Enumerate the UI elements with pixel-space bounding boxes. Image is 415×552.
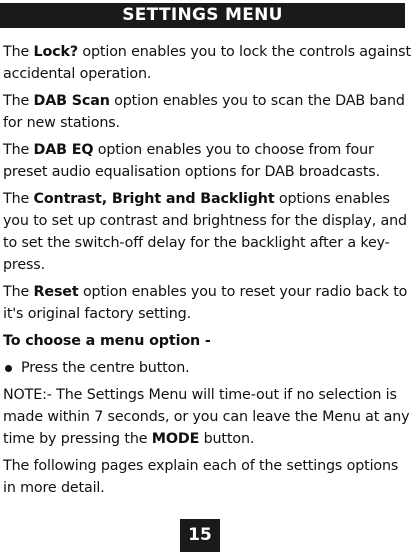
lock-paragraph (3, 41, 411, 85)
note-text-pre: NOTE:- The Settings Menu will time-out if no selection is made within 7 seconds, or you can leave the Menu at any time by pressing the (3, 387, 410, 447)
page-number: 15 (180, 519, 220, 552)
bullet-icon (5, 365, 12, 372)
contrast-option-name: Contrast, Bright and Backlight (33, 191, 275, 207)
lock-text-pre: The (3, 44, 34, 60)
dab-eq-text-pre: The (3, 142, 34, 158)
bullet-text: Press the centre button. (21, 360, 190, 376)
lock-option-name: Lock? (33, 44, 79, 60)
reset-paragraph (3, 281, 411, 325)
reset-option-name: Reset (33, 284, 79, 300)
dab-scan-text-post: option enables you to scan the DAB band for new stations. (3, 93, 405, 131)
dab-scan-text-pre: The (3, 93, 34, 109)
choose-heading (3, 330, 411, 352)
dab-eq-option-name: DAB EQ (33, 142, 94, 158)
contrast-paragraph (3, 188, 411, 276)
note-text-post: button. (199, 431, 255, 447)
note-paragraph (3, 384, 411, 450)
closing-paragraph: The following pages explain each of the settings options in more detail. (3, 458, 399, 496)
dab-eq-paragraph (3, 139, 411, 183)
mode-button-name: MODE (151, 431, 200, 447)
bullet-item (3, 357, 411, 379)
contrast-text-post: options enables you to set up contrast and brightness for the display, and to set the switch-off delay for the backlight after a key-press. (3, 191, 407, 273)
reset-text-pre: The (3, 284, 34, 300)
dab-scan-paragraph (3, 90, 411, 134)
contrast-text-pre: The (3, 191, 34, 207)
manual-content (3, 41, 411, 504)
dab-scan-option-name: DAB Scan (33, 93, 110, 109)
page-title: SETTINGS MENU (0, 3, 405, 28)
reset-text-post: option enables you to reset your radio back to it's original factory setting. (3, 284, 408, 322)
dab-eq-text-post: option enables you to choose from four preset audio equalisation options for DAB broadcasts. (3, 142, 381, 180)
choose-heading-text: To choose a menu option - (3, 333, 211, 349)
lock-text-post: option enables you to lock the controls against accidental operation. (3, 44, 411, 82)
